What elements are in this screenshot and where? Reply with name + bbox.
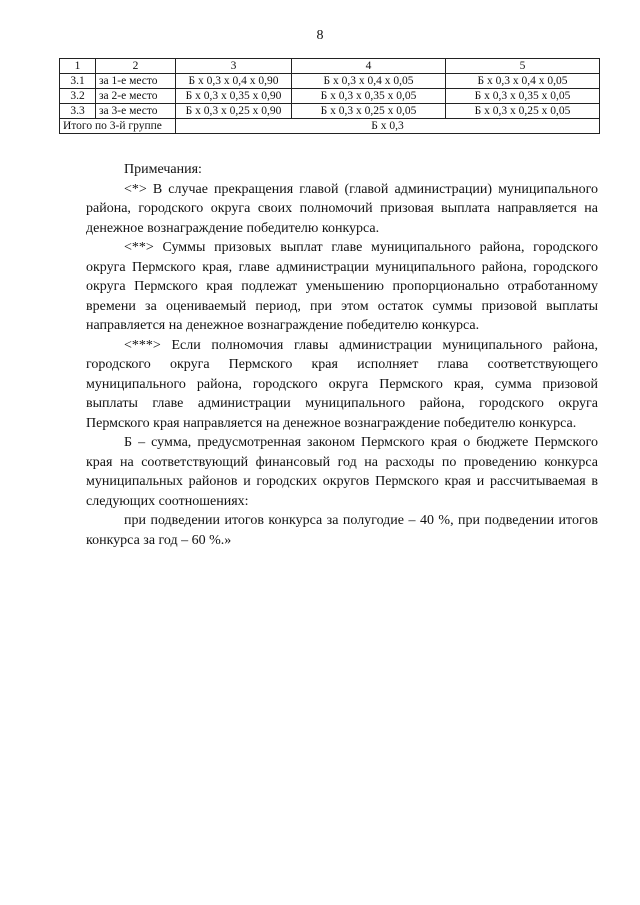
table-row xyxy=(60,89,600,104)
formula-cell: Б х 0,3 х 0,25 х 0,05 xyxy=(292,104,446,119)
row-number-cell: 3.3 xyxy=(60,104,96,119)
formula-cell: Б х 0,3 х 0,35 х 0,05 xyxy=(446,89,600,104)
formula-cell: Б х 0,3 х 0,35 х 0,05 xyxy=(292,89,446,104)
table-total-row xyxy=(60,119,600,134)
notes-section xyxy=(86,160,598,550)
notes-heading: Примечания: xyxy=(124,162,202,177)
header-cell: 3 xyxy=(176,59,292,74)
note-paragraph: при подведении итогов конкурса за полугодие – 40 %, при подведении итогов конкурса за год – 60 %.» xyxy=(86,513,598,548)
formula-cell: Б х 0,3 х 0,4 х 0,05 xyxy=(292,74,446,89)
place-cell: за 2-е место xyxy=(96,89,176,104)
formula-cell: Б х 0,3 х 0,35 х 0,90 xyxy=(176,89,292,104)
table-row xyxy=(60,74,600,89)
note-paragraph: <**> Суммы призовых выплат главе муниципального района, городского округа Пермского края, главе администрации муниципального района, городского округа Пермского края подлежат уменьшению пропорционально отработанному времени за оцениваемый период, при этом остаток суммы призовой выплаты направляется на денежное вознаграждение победителю конкурса. xyxy=(86,240,598,333)
page-number: 8 xyxy=(316,28,324,43)
note-paragraph: <***> Если полномочия главы администрации муниципального района, городского округа Пермского края исполняет глава соответствующего муниципального района, городского округа Пермского края, сумма призовой выплаты главе администрации муниципального района, городского округа Пермского края направляется на денежное вознаграждение победителю конкурса. xyxy=(86,337,598,431)
header-cell: 2 xyxy=(96,59,176,74)
place-cell: за 3-е место xyxy=(96,104,176,119)
prize-table xyxy=(59,58,600,134)
table-header-row xyxy=(60,59,600,74)
header-cell: 4 xyxy=(292,59,446,74)
row-number-cell: 3.1 xyxy=(60,74,96,89)
total-value-cell: Б х 0,3 xyxy=(176,119,600,134)
formula-cell: Б х 0,3 х 0,25 х 0,90 xyxy=(176,104,292,119)
total-label-cell: Итого по 3-й группе xyxy=(60,119,176,134)
place-cell: за 1-е место xyxy=(96,74,176,89)
formula-cell: Б х 0,3 х 0,4 х 0,90 xyxy=(176,74,292,89)
header-cell: 1 xyxy=(60,59,96,74)
note-paragraph: <*> В случае прекращения главой (главой администрации) муниципального района, городского округа своих полномочий призовая выплата направляется на денежное вознаграждение победителю конкурса. xyxy=(86,181,598,236)
table-row xyxy=(60,104,600,119)
formula-cell: Б х 0,3 х 0,4 х 0,05 xyxy=(446,74,600,89)
row-number-cell: 3.2 xyxy=(60,89,96,104)
header-cell: 5 xyxy=(446,59,600,74)
note-paragraph: Б – сумма, предусмотренная законом Пермского края о бюджете Пермского края на соответствующий финансовый год на расходы по проведению конкурса муниципальных районов и городских округов Пермского края и рассчитываемая в следующих соотношениях: xyxy=(86,435,598,509)
formula-cell: Б х 0,3 х 0,25 х 0,05 xyxy=(446,104,600,119)
